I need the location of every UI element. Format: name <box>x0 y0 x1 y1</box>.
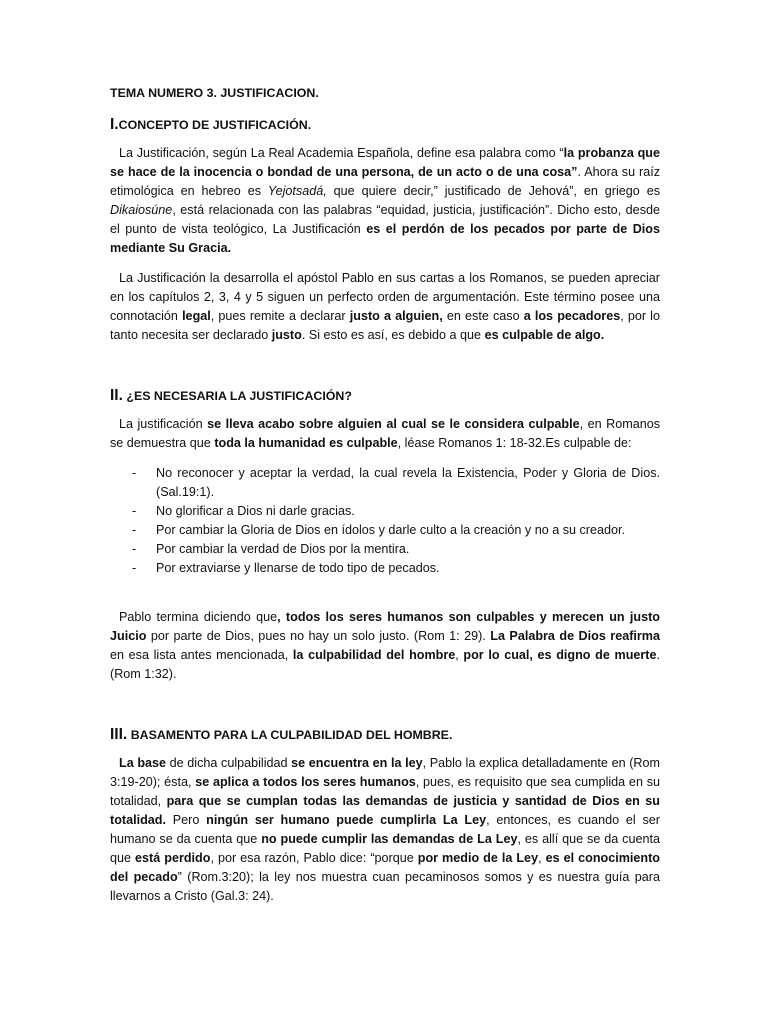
bold-text: La Palabra de Dios reafirma <box>490 629 660 643</box>
section-1-paragraph-2 <box>110 269 660 345</box>
text-run: . Si esto es así, es debido a que <box>301 328 485 342</box>
bold-text: justo a alguien, <box>349 309 443 323</box>
section-1-title: CONCEPTO DE JUSTIFICACIÓN. <box>118 118 312 132</box>
list-bullet: - <box>132 466 137 480</box>
section-2-paragraph-2 <box>110 608 660 684</box>
text-run: , por lo tanto necesita ser declarado <box>110 309 660 342</box>
text-run: en este caso <box>442 309 524 323</box>
list-bullet: - <box>132 523 137 537</box>
bold-text: a los pecadores <box>523 309 621 323</box>
text-run: , Pablo la explica detalladamente en (Rom 3:19-20); ésta, <box>110 756 660 789</box>
section-3-paragraph-1 <box>110 754 660 906</box>
document-title: TEMA NUMERO 3. JUSTIFICACION. <box>110 86 319 100</box>
list-item-text: No glorificar a Dios ni darle gracias. <box>156 504 355 518</box>
section-2-number: II. <box>110 387 123 404</box>
list-item <box>110 521 660 540</box>
bold-text: se aplica a todos los seres humanos <box>195 775 416 789</box>
section-2-title: ¿ES NECESARIA LA JUSTIFICACIÓN? <box>126 389 352 403</box>
bold-text: no puede cumplir las demandas de La Ley <box>261 832 518 846</box>
section-2-heading <box>110 386 660 406</box>
text-run: . (Rom 1:32). <box>110 648 660 681</box>
section-3-number: III. <box>110 726 128 743</box>
list-bullet: - <box>132 542 137 556</box>
italic-text: Dikaiosúne <box>110 203 173 217</box>
list-item <box>110 559 660 578</box>
text-run: , léase Romanos 1: 18-32.Es culpable de: <box>397 436 632 450</box>
culpability-list <box>110 464 660 578</box>
list-item <box>110 502 660 521</box>
bold-text: es el perdón de los pecados por parte de Dios mediante Su Gracia. <box>110 222 661 255</box>
section-3-heading <box>110 725 660 745</box>
text-run: de dicha culpabilidad <box>166 756 292 770</box>
bold-text: toda la humanidad es culpable <box>214 436 398 450</box>
section-1-number: I. <box>110 116 119 133</box>
text-run: La Justificación la desarrolla el apóstol Pablo en sus cartas a los Romanos, se pueden apreciar en los capítulos 2, 3, 4 y 5 siguen un perfecto orden de argumentación. Este término posee una connotación <box>110 271 660 323</box>
bold-text: por lo cual, es digno de muerte <box>463 648 657 662</box>
list-item-text: Por cambiar la verdad de Dios por la mentira. <box>156 542 410 556</box>
bold-text: se encuentra en la ley <box>291 756 423 770</box>
list-bullet: - <box>132 561 137 575</box>
section-1-paragraph-1 <box>110 144 660 258</box>
bold-text: es el conocimiento del pecado <box>110 851 660 884</box>
bold-text: ningún ser humano puede cumplirla La Ley <box>206 813 487 827</box>
bold-text: justo <box>271 328 302 342</box>
list-item <box>110 540 660 559</box>
list-item-text: Por cambiar la Gloria de Dios en ídolos y darle culto a la creación y no a su creador. <box>156 523 626 537</box>
bold-text: se lleva acabo sobre alguien al cual se le considera culpable <box>207 417 580 431</box>
section-3-title: BASAMENTO PARA LA CULPABILIDAD DEL HOMBRE. <box>130 728 453 742</box>
text-run: , está relacionada con las palabras “equidad, justicia, justificación”. Dicho esto, desde el punto de vista teológico, La Justificación <box>110 203 660 236</box>
text-run: La Justificación, según La Real Academia Española, define esa palabra como “ <box>119 146 564 160</box>
text-run: que quiere decir,” justificado de Jehová”, en griego es <box>326 184 660 198</box>
bold-text: es culpable de algo. <box>484 328 605 342</box>
text-run: La justificación <box>119 417 208 431</box>
bold-text: la probanza que se hace de la inocencia o bondad de una persona, de un acto o de una cosa” <box>110 146 660 179</box>
bold-text: está perdido <box>135 851 211 865</box>
text-run: , por esa razón, Pablo dice: “porque <box>210 851 418 865</box>
bold-text: legal <box>182 309 211 323</box>
text-run: en esa lista antes mencionada, <box>110 648 293 662</box>
text-run: Pero <box>165 813 207 827</box>
list-bullet: - <box>132 504 137 518</box>
text-run: Pablo termina diciendo que <box>119 610 278 624</box>
bold-text: La base <box>119 756 167 770</box>
text-run: , entonces, es cuando el ser humano se da cuenta que <box>110 813 660 846</box>
text-run: , <box>538 851 546 865</box>
section-2-paragraph-1 <box>110 415 660 453</box>
text-run: ” (Rom.3:20); la ley nos muestra cuan pecaminosos somos y es nuestra guía para llevarnos a Cristo (Gal.3: 24). <box>110 870 660 903</box>
section-1-heading <box>110 115 660 135</box>
text-run: por parte de Dios, pues no hay un solo justo. (Rom 1: 29). <box>146 629 491 643</box>
bold-text: para que se cumplan todas las demandas de justicia y santidad de Dios en su totalidad. <box>110 794 660 827</box>
italic-text: Yejotsadá, <box>267 184 327 198</box>
list-item-text: No reconocer y aceptar la verdad, la cual revela la Existencia, Poder y Gloria de Dios. (Sal.19:1). <box>156 466 660 499</box>
list-item <box>110 464 660 502</box>
text-run: , pues remite a declarar <box>210 309 350 323</box>
bold-text: , todos los seres humanos son culpables y merecen un justo Juicio <box>110 610 660 643</box>
bold-text: la culpabilidad del hombre <box>292 648 456 662</box>
list-item-text: Por extraviarse y llenarse de todo tipo de pecados. <box>156 561 440 575</box>
text-run: , es allí que se da cuenta que <box>110 832 660 865</box>
bold-text: por medio de la Ley <box>417 851 539 865</box>
text-run: . Ahora su raíz etimológica en hebreo es <box>110 165 660 198</box>
text-run: , pues, es requisito que sea cumplida en su totalidad, <box>110 775 660 808</box>
text-run: , <box>455 648 464 662</box>
text-run: , en Romanos se demuestra que <box>110 417 660 450</box>
